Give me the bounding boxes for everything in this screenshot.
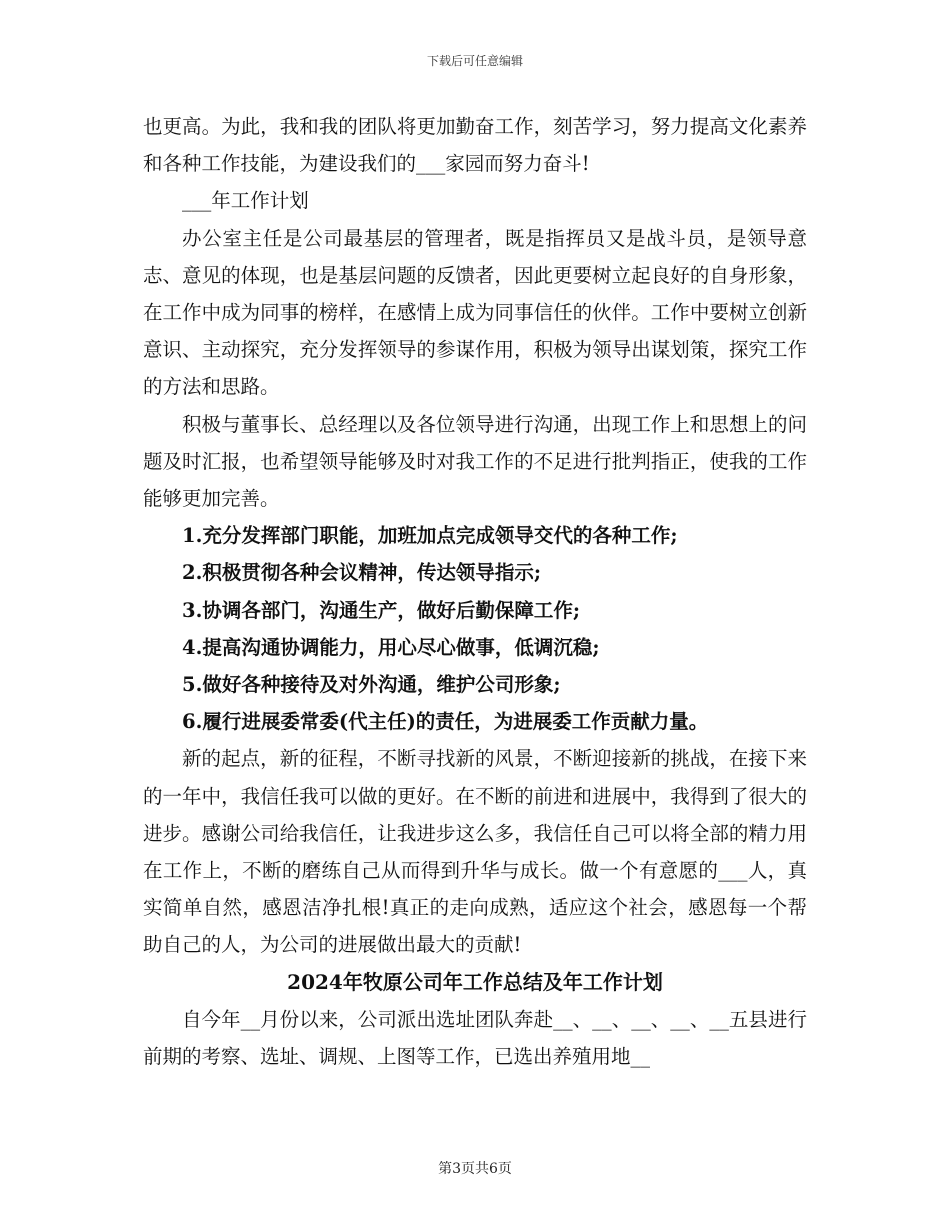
section-title: 2024年牧原公司年工作总结及年工作计划 [287,969,663,994]
list-item: 4.提高沟通协调能力，用心尽心做事，低调沉稳; [182,635,600,659]
paragraph-communication: 积极与董事长、总经理以及各位领导进行沟通，出现工作上和思想上的问题及时汇报，也希望领导能够及时对我工作的不足进行批判指正，使我的工作能够更加完善。 [143,412,807,511]
paragraph-continued: 也更高。为此，我和我的团队将更加勤奋工作，刻苦学习，努力提高文化素养和各种工作技能，为建设我们的___家园而努力奋斗! [143,115,807,176]
list-item: 3.协调各部门，沟通生产，做好后勤保障工作; [182,598,581,622]
list-item: 2.积极贯彻各种会议精神，传达领导指示; [182,561,542,585]
plan-heading: ___年工作计划 [182,189,309,213]
page-number: 第3页共6页 [438,1161,512,1177]
paragraph-closing: 新的起点，新的征程，不断寻找新的风景，不断迎接新的挑战，在接下来的一年中，我信任我可以做的更好。在不断的前进和进展中，我得到了很大的进步。感谢公司给我信任，让我进步这么多，我信任自己可以将全部的精力用在工作上，不断的磨练自己从而得到升华与成长。做一个有意愿的___人，真实简单自然，感恩洁净扎根!真正的走向成熟，适应这个社会，感恩每一个帮助自己的人，为公司的进展做出最大的贡献! [143,747,807,957]
document-body [143,108,807,1075]
paragraph-office-director: 办公室主任是公司最基层的管理者，既是指挥员又是战斗员，是领导意志、意见的体现，也是基层问题的反馈者，因此更要树立起良好的自身形象，在工作中成为同事的榜样，在感情上成为同事信任的伙伴。工作中要树立创新意识、主动探究，充分发挥领导的参谋作用，积极为领导出谋划策，探究工作的方法和思路。 [143,226,807,399]
list-item: 1.充分发挥部门职能，加班加点完成领导交代的各种工作; [182,524,678,548]
list-item: 6.履行进展委常委(代主任)的责任，为进展委工作贡献力量。 [182,710,709,734]
page-header: 下载后可任意编辑 [426,54,523,68]
paragraph-site-selection: 自今年__月份以来，公司派出选址团队奔赴__、__、__、__、__五县进行前期的考察、选址、调规、上图等工作，已选出养殖用地__ [143,1007,807,1069]
list-item: 5.做好各种接待及对外沟通，维护公司形象; [182,673,561,697]
